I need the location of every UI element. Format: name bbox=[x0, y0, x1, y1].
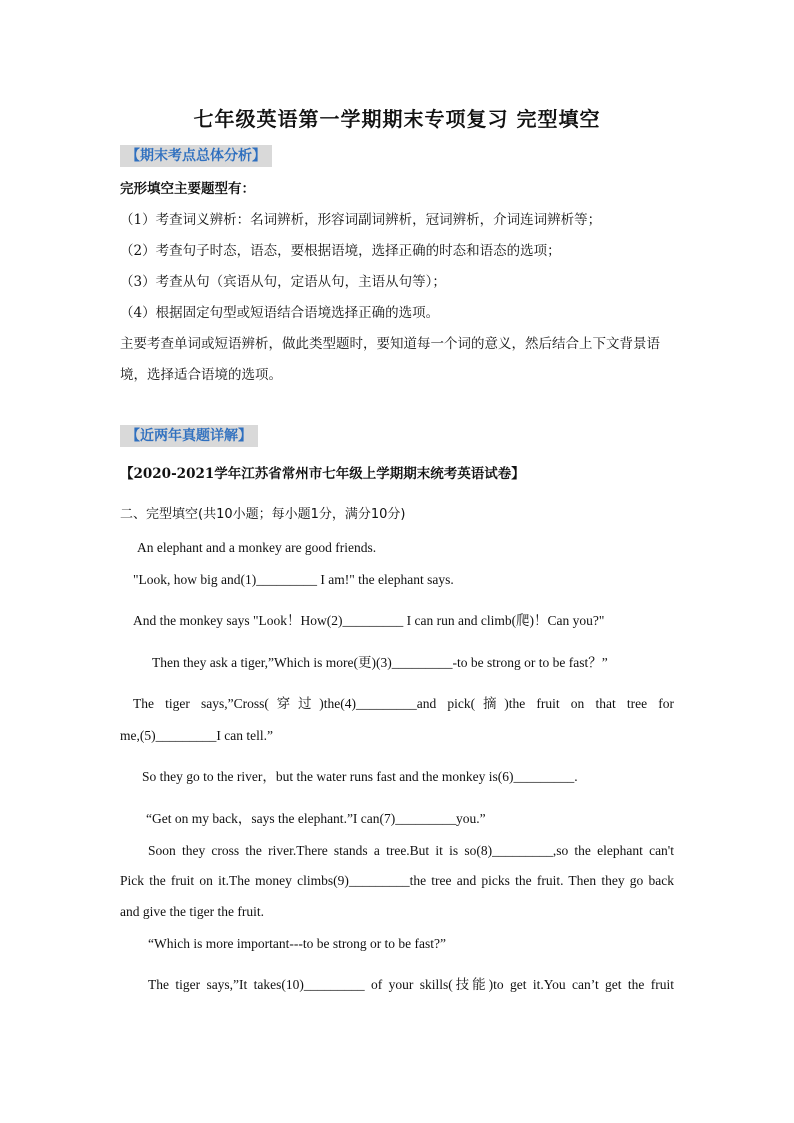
section-tag-analysis: 【期末考点总体分析】 bbox=[120, 145, 272, 167]
list-item: （4）根据固定句型或短语结合语境选择正确的选项。 bbox=[120, 305, 440, 321]
passage-line: Then they ask a tiger,”Which is more(更)(3)_________-to be strong or to be fast？” bbox=[152, 655, 608, 670]
passage-line: me,(5)_________I can tell.” bbox=[120, 728, 273, 743]
part-heading: 二、完型填空(共10小题；每小题1分，满分10分) bbox=[120, 507, 406, 522]
list-item: （3）考查从句（宾语从句，定语从句，主语从句等）； bbox=[120, 274, 446, 290]
exam-title: 【2020-2021学年江苏省常州市七年级上学期期末统考英语试卷】 bbox=[120, 466, 525, 482]
passage-line: The tiger says,”It takes(10)_________ of your skills(技能)to get it.You can’t get the fruit bbox=[148, 977, 674, 992]
passage-line: An elephant and a monkey are good friends. bbox=[137, 540, 377, 555]
passage-line: and give the tiger the fruit. bbox=[120, 904, 264, 919]
passage-line: "Look, how big and(1)_________ I am!" the elephant says. bbox=[133, 572, 454, 587]
passage-line: And the monkey says "Look！How(2)_________ I can run and climb(爬)！Can you?" bbox=[133, 613, 605, 628]
passage-line: Pick the fruit on it.The money climbs(9)_________the tree and picks the fruit. Then they go back bbox=[120, 873, 674, 888]
summary-text: 主要考查单词或短语辨析，做此类型题时，要知道每一个词的意义，然后结合上下文背景语 bbox=[120, 336, 660, 352]
passage-line: The tiger says,”Cross(穿过)the(4)_________and pick(摘)the fruit on that tree for bbox=[133, 696, 674, 711]
list-item: （2）考查句子时态，语态，要根据语境，选择正确的时态和语态的选项； bbox=[120, 243, 561, 259]
section-heading: 完形填空主要题型有： bbox=[120, 181, 255, 197]
list-item: （1）考查词义辨析：名词辨析，形容词副词辨析，冠词辨析，介词连词辨析等； bbox=[120, 212, 602, 228]
passage-line: Soon they cross the river.There stands a tree.But it is so(8)_________,so the elephant can't bbox=[148, 843, 674, 858]
passage-line: So they go to the river，but the water runs fast and the monkey is(6)_________. bbox=[142, 769, 578, 784]
page-title: 七年级英语第一学期期末专项复习 完型填空 bbox=[193, 107, 601, 131]
passage-line: “Get on my back，says the elephant.”I can(7)_________you.” bbox=[146, 811, 486, 826]
summary-text: 境，选择适合语境的选项。 bbox=[120, 367, 282, 383]
passage-line: “Which is more important---to be strong or to be fast?” bbox=[148, 936, 447, 951]
section-tag-exam: 【近两年真题详解】 bbox=[120, 425, 258, 447]
